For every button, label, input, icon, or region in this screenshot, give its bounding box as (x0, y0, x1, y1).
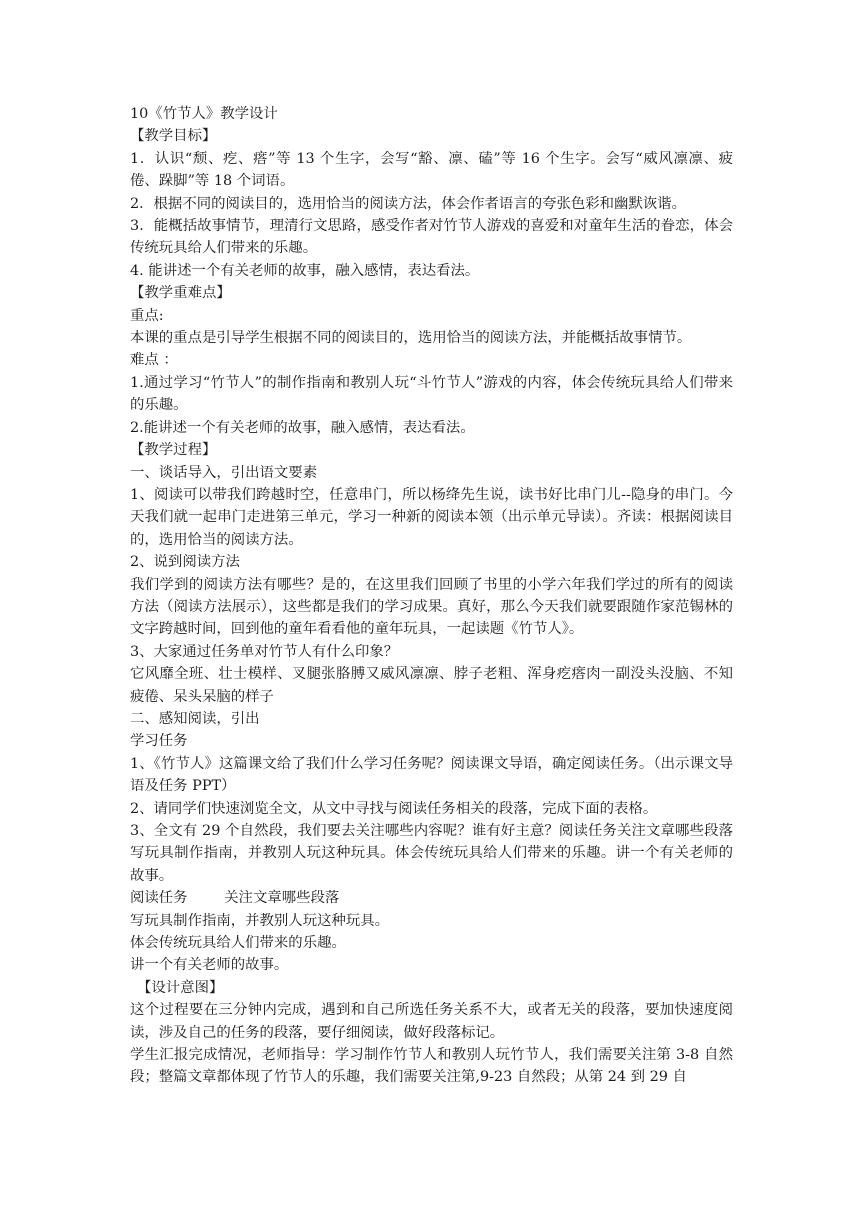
objective-item: 3．能概括故事情节，理清行文思路，感受作者对竹节人游戏的喜爱和对童年生活的眷恋，体会传统玩具给人们带来的乐趣。 (130, 218, 733, 257)
task-table-row: 体会传统玩具给人们带来的乐趣。 (130, 935, 346, 952)
section2-paragraph: 1、《竹节人》这篇课文给了我们什么学习任务呢？阅读课文导语，确定阅读任务。（出示课文导语及任务 PPT） (130, 755, 733, 795)
document-title: 10《竹节人》教学设计 (130, 106, 278, 122)
key-text: 本课的重点是引导学生根据不同的阅读目的，选用恰当的阅读方法，并能概括故事情节。 (130, 330, 692, 347)
difficulty-item: 1.通过学习“竹节人”的制作指南和教别人玩“斗竹节人”游戏的内容，体会传统玩具给人们带来的乐趣。 (130, 374, 733, 414)
key-label: 重点: (130, 307, 164, 324)
section1-paragraph: 它风靡全班、壮士模样、叉腿张胳膊又威风凛凛、脖子老粗、浑身疙瘩肉一副没头没脑、不知疲倦、呆头呆脑的样子 (130, 666, 733, 705)
section1-paragraph: 1、阅读可以带我们跨越时空，任意串门，所以杨绛先生说，读书好比串门儿--隐身的串门。今天我们就一起串门走进第三单元，学习一种新的阅读本领（出示单元导读）。齐读：根据阅读目的，选用恰当的阅读方法。 (130, 486, 733, 548)
difficulty-item: 2.能讲述一个有关老师的故事，融入感情，表达看法。 (130, 419, 475, 436)
objectives-heading: 【教学目标】 (130, 128, 217, 145)
design-heading: 【设计意图】 (137, 979, 224, 996)
difficulty-label: 难点 ： (130, 352, 178, 369)
document-page (130, 103, 733, 1089)
objective-item: 4. 能讲述一个有关老师的故事，融入感情，表达看法。 (130, 262, 480, 279)
task-table-row: 讲一个有关老师的故事。 (130, 957, 289, 974)
key-points-heading: 【教学重难点】 (130, 285, 231, 302)
process-heading: 【教学过程】 (130, 442, 217, 459)
section2-paragraph: 2、请同学们快速浏览全文，从文中寻找与阅读任务相关的段落，完成下面的表格。 (130, 800, 658, 817)
objective-item: 2．根据不同的阅读目的，选用恰当的阅读方法，体会作者语言的夸张色彩和幽默诙谐。 (130, 195, 687, 212)
task-table-header: 阅读任务 关注文章哪些段落 (130, 890, 340, 907)
section2-paragraph: 3、全文有 29 个自然段，我们要去关注哪些内容呢？谁有好主意？阅读任务关注文章哪些段落写玩具制作指南，并教别人玩这种玩具。体会传统玩具给人们带来的乐趣。讲一个有关老师的故事。 (130, 823, 733, 884)
task-table-row: 写玩具制作指南，并教别人玩这种玩具。 (130, 912, 390, 929)
design-text: 这个过程要在三分钟内完成，遇到和自己所选任务关系不大，或者无关的段落，要加快速度阅读，涉及自己的任务的段落，要仔细阅读，做好段落标记。 (130, 1002, 733, 1041)
section2-heading: 二、感知阅读，引出 (130, 710, 260, 727)
section1-paragraph: 我们学到的阅读方法有哪些？是的，在这里我们回顾了书里的小学六年我们学过的所有的阅读方法（阅读方法展示），这些都是我们的学习成果。真好，那么今天我们就要跟随作家范锡林的文字跨越时间，回到他的童年看看他的童年玩具，一起读题《竹节人》。 (130, 576, 733, 638)
section1-subheading: 2、说到阅读方法 (130, 554, 240, 571)
section1-heading: 一、谈话导入，引出语文要素 (130, 464, 318, 481)
objective-item: 1．认识“颓、疙、瘩”等 13 个生字，会写“豁、凛、磕”等 16 个生字。会写“威风凛凛、疲倦、跺脚”等 18 个词语。 (130, 150, 733, 190)
report-text: 学生汇报完成情况，老师指导：学习制作竹节人和教别人玩竹节人，我们需要关注第 3-8 自然段；整篇文章都体现了竹节人的乐趣，我们需要关注第,9-23 自然段；从第 24 到 29 自 (130, 1047, 733, 1086)
task-label: 学习任务 (130, 733, 188, 750)
section1-subheading: 3、大家通过任务单对竹节人有什么印象？ (130, 643, 399, 660)
